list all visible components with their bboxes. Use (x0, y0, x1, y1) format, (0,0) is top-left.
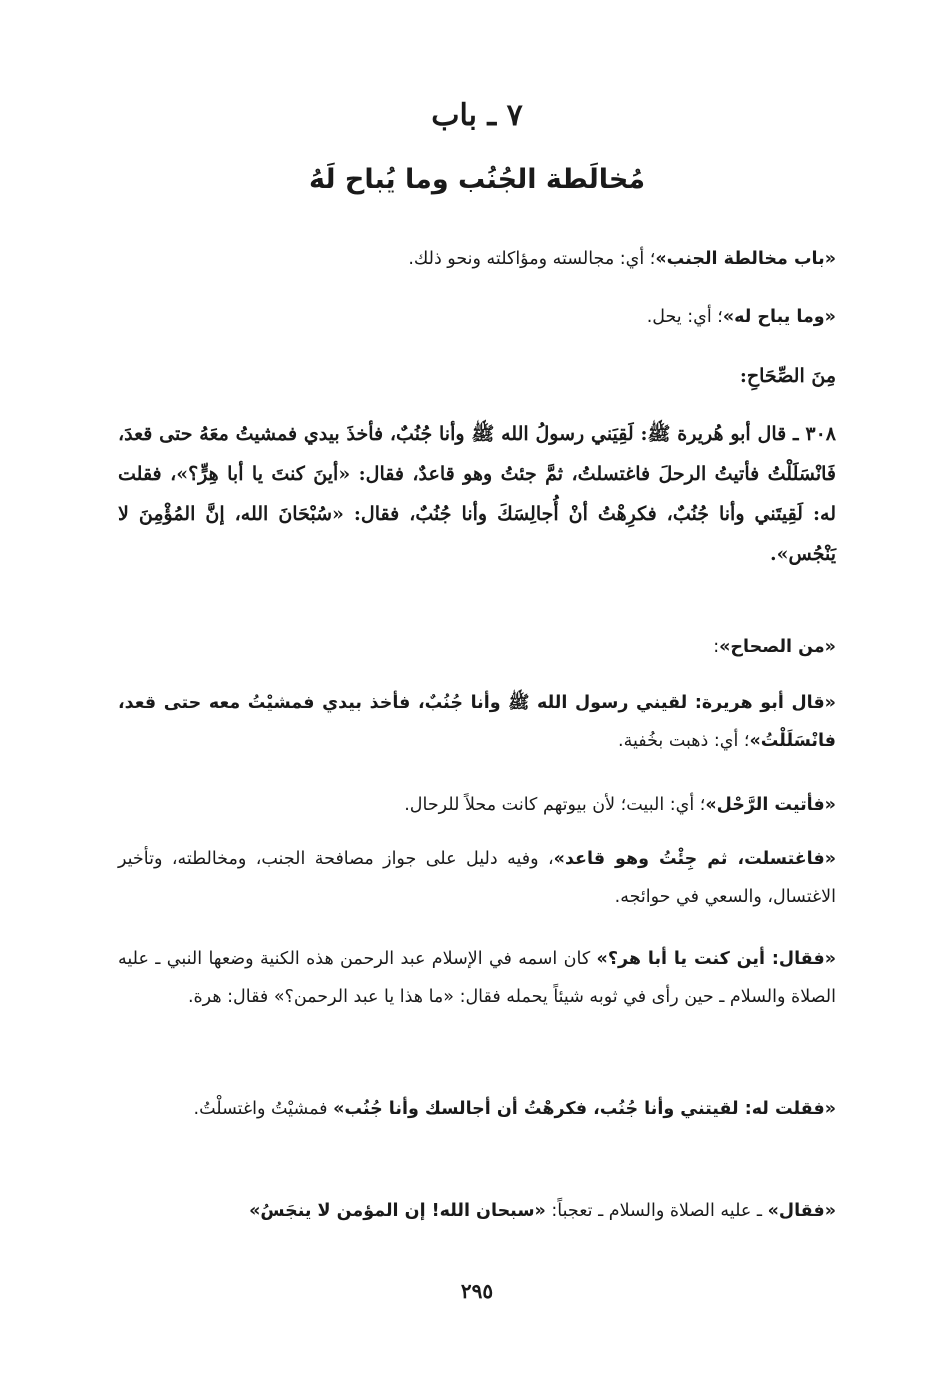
quoted-text: «فاغتسلت، ثم جِئْتُ وهو قاعد» (553, 849, 837, 869)
hadith-308 (118, 414, 836, 574)
commentary-text: ـ عليه الصلاة والسلام ـ تعجباً: (545, 1201, 768, 1221)
paragraph-9 (118, 940, 836, 1016)
quoted-text: «سبحان الله! إن المؤمن لا ينجَسُ» (249, 1201, 546, 1221)
quoted-text: «باب مخالطة الجنب» (655, 249, 836, 269)
paragraph-11 (118, 1192, 836, 1230)
paragraph-1 (118, 240, 836, 278)
paragraph-7 (118, 786, 836, 824)
section-heading-text: مِنَ الصِّحَاحِ: (739, 365, 836, 387)
page-number: ٢٩٥ (460, 1279, 494, 1303)
paragraph-2 (118, 298, 836, 336)
commentary-text: : (713, 637, 720, 657)
quoted-text: «وما يباح له» (722, 307, 836, 327)
document-page (118, 0, 836, 1380)
commentary-text: فمشيْتُ واغتسلْتُ. (193, 1099, 334, 1119)
commentary-text: ؛ أي: ذهبت بخُفية. (618, 731, 750, 751)
paragraph-8 (118, 840, 836, 916)
commentary-text: ، وفيه دليل على جواز مصافحة الجنب، ومخالطته، وتأخير الاغتسال، والسعي في حوائجه. (118, 849, 836, 907)
commentary-text: ؛ أي: البيت؛ لأن بيوتهم كانت محلاً للرحال. (404, 795, 706, 815)
quoted-text: «من الصحاح» (719, 637, 836, 657)
section-heading (118, 356, 836, 396)
commentary-text: ؛ أي: مجالسته ومؤاكلته ونحو ذلك. (408, 249, 656, 269)
paragraph-10 (118, 1090, 836, 1128)
quoted-text: «قال أبو هريرة: لقيني رسول الله ﷺ وأنا جُنُبٌ، فأخذ بيدي فمشيْتُ معه حتى قعد، فانْسَلَلْتُ» (118, 693, 836, 751)
quoted-text: «فقال: أين كنت يا أبا هر؟» (596, 949, 836, 969)
chapter-title: مُخالَطة الجُنُب وما يُباح لَهُ (308, 164, 646, 195)
paragraph-5 (118, 628, 836, 666)
commentary-text: ؛ أي: يحل. (646, 307, 723, 327)
paragraph-6 (118, 684, 836, 760)
quoted-text: «فقلت له: لقيتني وأنا جُنُب، فكرهْتُ أن أجالسك وأنا جُنُب» (333, 1099, 836, 1119)
quoted-text: «فأتيت الرَّحْل» (705, 795, 836, 815)
chapter-heading: ٧ ـ باب (431, 98, 523, 133)
hadith-text: ٣٠٨ ـ قال أبو هُريرة ﷺ: لَقِيَني رسولُ الله ﷺ وأنا جُنُبٌ، فأخذَ بيدي فمشيتُ معَهُ حتى قعدَ، فَانْسَلَلْتُ فأتيتُ الرحلَ فاغتسلتُ، ثمَّ جئتُ وهو قاعدٌ، فقال: «أينَ كنتَ يا أبا هِرٍّ؟»، فقلت له: لَقِيتَني وأنا جُنُبٌ، فكرِهْتُ أنْ أُجالِسَكَ وأنا جُنُبٌ، فقال: «سُبْحَانَ الله، إنَّ المُؤْمِنَ لا يَنْجُس». (118, 423, 836, 565)
commentary-text: كان اسمه في الإسلام عبد الرحمن هذه الكنية وضعها النبي ـ عليه الصلاة والسلام ـ حين رأى في ثوبه شيئاً يحمله فقال: «ما هذا يا عبد الرحمن؟» فقال: هرة. (118, 949, 836, 1007)
quoted-text: «فقال» (767, 1201, 836, 1221)
